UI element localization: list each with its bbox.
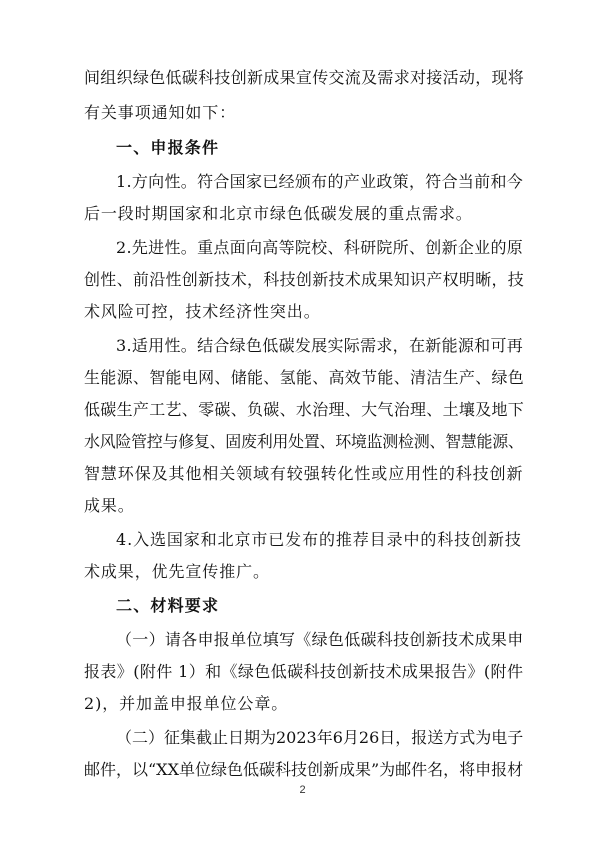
text-line: 后一段时期国家和北京市绿色低碳发展的重点需求。 — [84, 204, 473, 223]
text-line: 术风险可控，技术经济性突出。 — [84, 302, 321, 321]
text-line: 1.方向性。符合国家已经颁布的产业政策，符合当前和今 — [116, 172, 524, 191]
text-line: 术成果，优先宣传推广。 — [84, 562, 270, 581]
text-line: 低碳生产工艺、零碳、负碳、水治理、大气治理、土壤及地下 — [84, 400, 525, 419]
text-line: 生能源、智能电网、储能、氢能、高效节能、清洁生产、绿色 — [84, 368, 525, 387]
text-line: 间组织绿色低碳科技创新成果宣传交流及需求对接活动，现将 — [84, 68, 525, 87]
text-line: 4.入选国家和北京市已发布的推荐目录中的科技创新技 — [116, 530, 522, 549]
text-line: 成果。 — [84, 496, 135, 515]
section-heading-conditions: 一、申报条件 — [116, 138, 220, 157]
section-heading-materials: 二、材料要求 — [116, 596, 220, 615]
text-line: （一）请各申报单位填写《绿色低碳科技创新技术成果申 — [116, 630, 524, 649]
text-line: 水风险管控与修复、固废利用处置、环境监测检测、智慧能源、 — [84, 432, 524, 451]
text-line: 有关事项通知如下： — [84, 103, 237, 122]
text-line: 创性、前沿性创新技术，科技创新技术成果知识产权明晰，技 — [84, 270, 525, 289]
text-line: 报表》(附件 1）和《绿色低碳科技创新技术成果报告》(附件 — [84, 662, 524, 681]
text-line: 智慧环保及其他相关领域有较强转化性或应用性的科技创新 — [84, 464, 524, 483]
text-line: 3.适用性。结合绿色低碳发展实际需求，在新能源和可再 — [116, 336, 524, 355]
page-number: 2 — [299, 784, 306, 796]
text-line: 2)，并加盖申报单位公章。 — [84, 694, 289, 713]
text-line: （二）征集截止日期为2023年6月26日，报送方式为电子 — [116, 728, 524, 747]
text-line: 2.先进性。重点面向高等院校、科研院所、创新企业的原 — [116, 238, 524, 257]
text-line: 邮件，以“XX单位绿色低碳科技创新成果”为邮件名，将申报材 — [84, 760, 524, 779]
